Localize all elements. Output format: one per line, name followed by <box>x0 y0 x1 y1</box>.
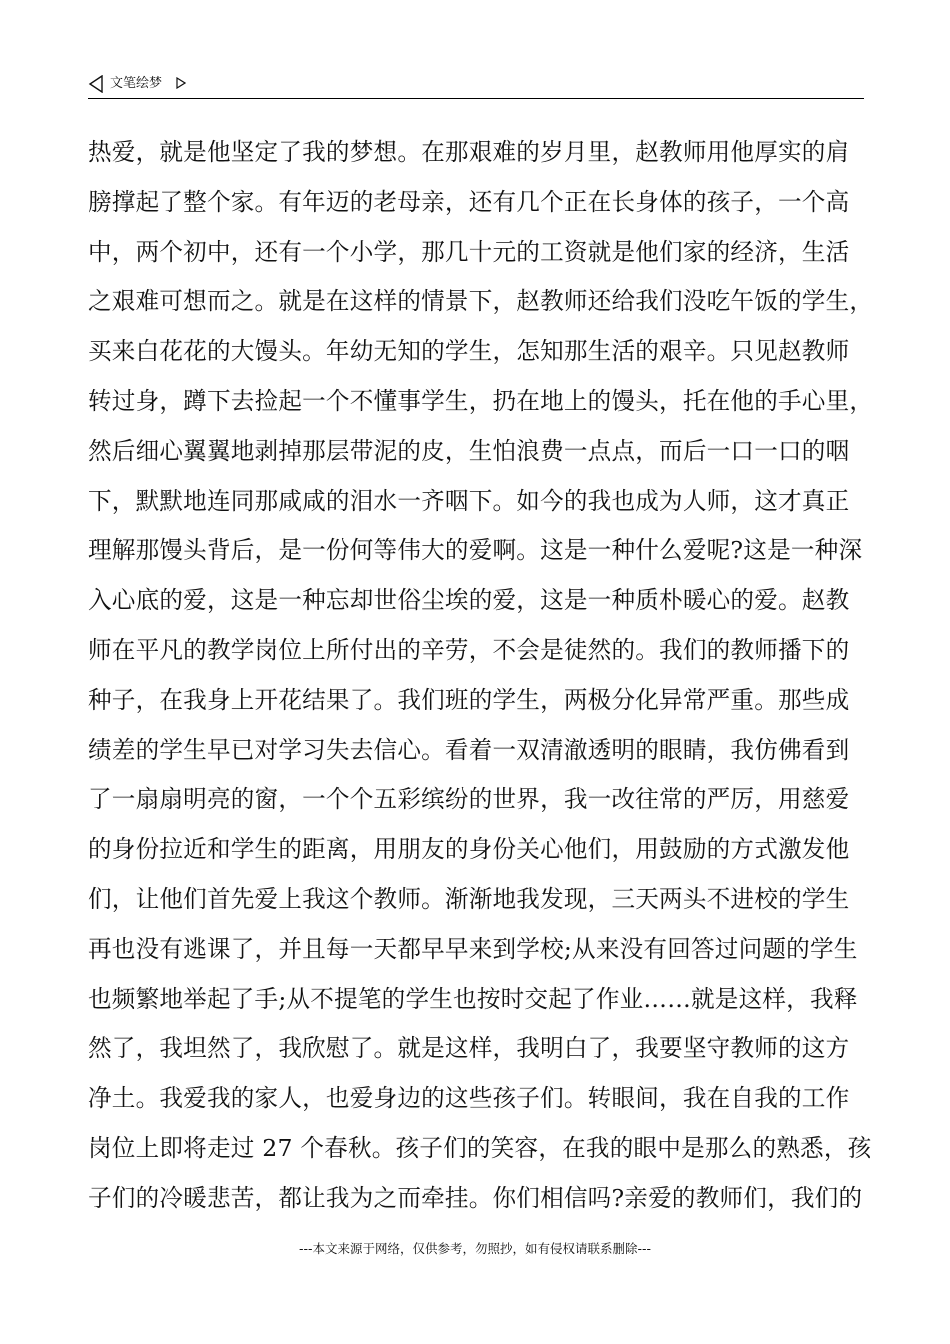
text-line: 入心底的爱，这是一种忘却世俗尘埃的爱，这是一种质朴暖心的爱。赵教 <box>88 586 850 615</box>
text-line: 理解那馒头背后，是一份何等伟大的爱啊。这是一种什么爱呢?这是一种深 <box>88 536 863 565</box>
text-line: 净土。我爱我的家人，也爱身边的这些孩子们。转眼间，我在自我的工作 <box>88 1084 850 1113</box>
text-line: 师在平凡的教学岗位上所付出的辛劳，不会是徒然的。我们的教师播下的 <box>88 635 850 664</box>
text-line: 膀撑起了整个家。有年迈的老母亲，还有几个正在长身体的孩子，一个高 <box>88 187 850 216</box>
text-line: 然了，我坦然了，我欣慰了。就是这样，我明白了，我要坚守教师的这方 <box>88 1034 850 1063</box>
footer-disclaimer: ---本文来源于网络，仅供参考，勿照抄，如有侵权请联系删除--- <box>298 1241 652 1256</box>
text-line: 下，默默地连同那咸咸的泪水一齐咽下。如今的我也成为人师，这才真正 <box>88 486 850 515</box>
body-text <box>88 132 878 1228</box>
text-line: 了一扇扇明亮的窗，一个个五彩缤纷的世界，我一改往常的严厉，用慈爱 <box>88 785 850 814</box>
right-triangle-outline-icon <box>176 77 186 89</box>
text-line: 子们的冷暖悲苦，都让我为之而牵挂。你们相信吗?亲爱的教师们，我们的 <box>88 1183 863 1212</box>
text-line: 绩差的学生早已对学习失去信心。看着一双清澈透明的眼睛，我仿佛看到 <box>88 735 850 764</box>
header-title: 文笔绘梦 <box>110 76 163 91</box>
text-line: 转过身，蹲下去捡起一个不懂事学生，扔在地上的馒头，托在他的手心里， <box>88 386 874 415</box>
text-line: 买来白花花的大馒头。年幼无知的学生，怎知那生活的艰辛。只见赵教师 <box>88 337 850 366</box>
text-line: 再也没有逃课了，并且每一天都早早来到学校;从来没有回答过问题的学生 <box>88 934 858 963</box>
page-header <box>88 72 864 99</box>
text-line: 中，两个初中，还有一个小学，那几十元的工资就是他们家的经济，生活 <box>88 237 850 266</box>
text-line: 也频繁地举起了手;从不提笔的学生也按时交起了作业……就是这样，我释 <box>88 984 858 1013</box>
text-line: 热爱，就是他坚定了我的梦想。在那艰难的岁月里，赵教师用他厚实的肩 <box>88 138 850 166</box>
text-line: 岗位上即将走过 27 个春秋。孩子们的笑容，在我的眼中是那么的熟悉，孩 <box>88 1133 872 1162</box>
text-line: 之艰难可想而之。就是在这样的情景下，赵教师还给我们没吃午饭的学生， <box>88 287 874 316</box>
left-triangle-outline-icon <box>88 75 104 93</box>
text-line: 们，让他们首先爱上我这个教师。渐渐地我发现，三天两头不进校的学生 <box>88 884 850 913</box>
text-line: 然后细心翼翼地剥掉那层带泥的皮，生怕浪费一点点，而后一口一口的咽 <box>88 436 850 465</box>
text-line: 种子，在我身上开花结果了。我们班的学生，两极分化异常严重。那些成 <box>88 685 850 714</box>
text-line: 的身份拉近和学生的距离，用朋友的身份关心他们，用鼓励的方式激发他 <box>88 835 850 864</box>
